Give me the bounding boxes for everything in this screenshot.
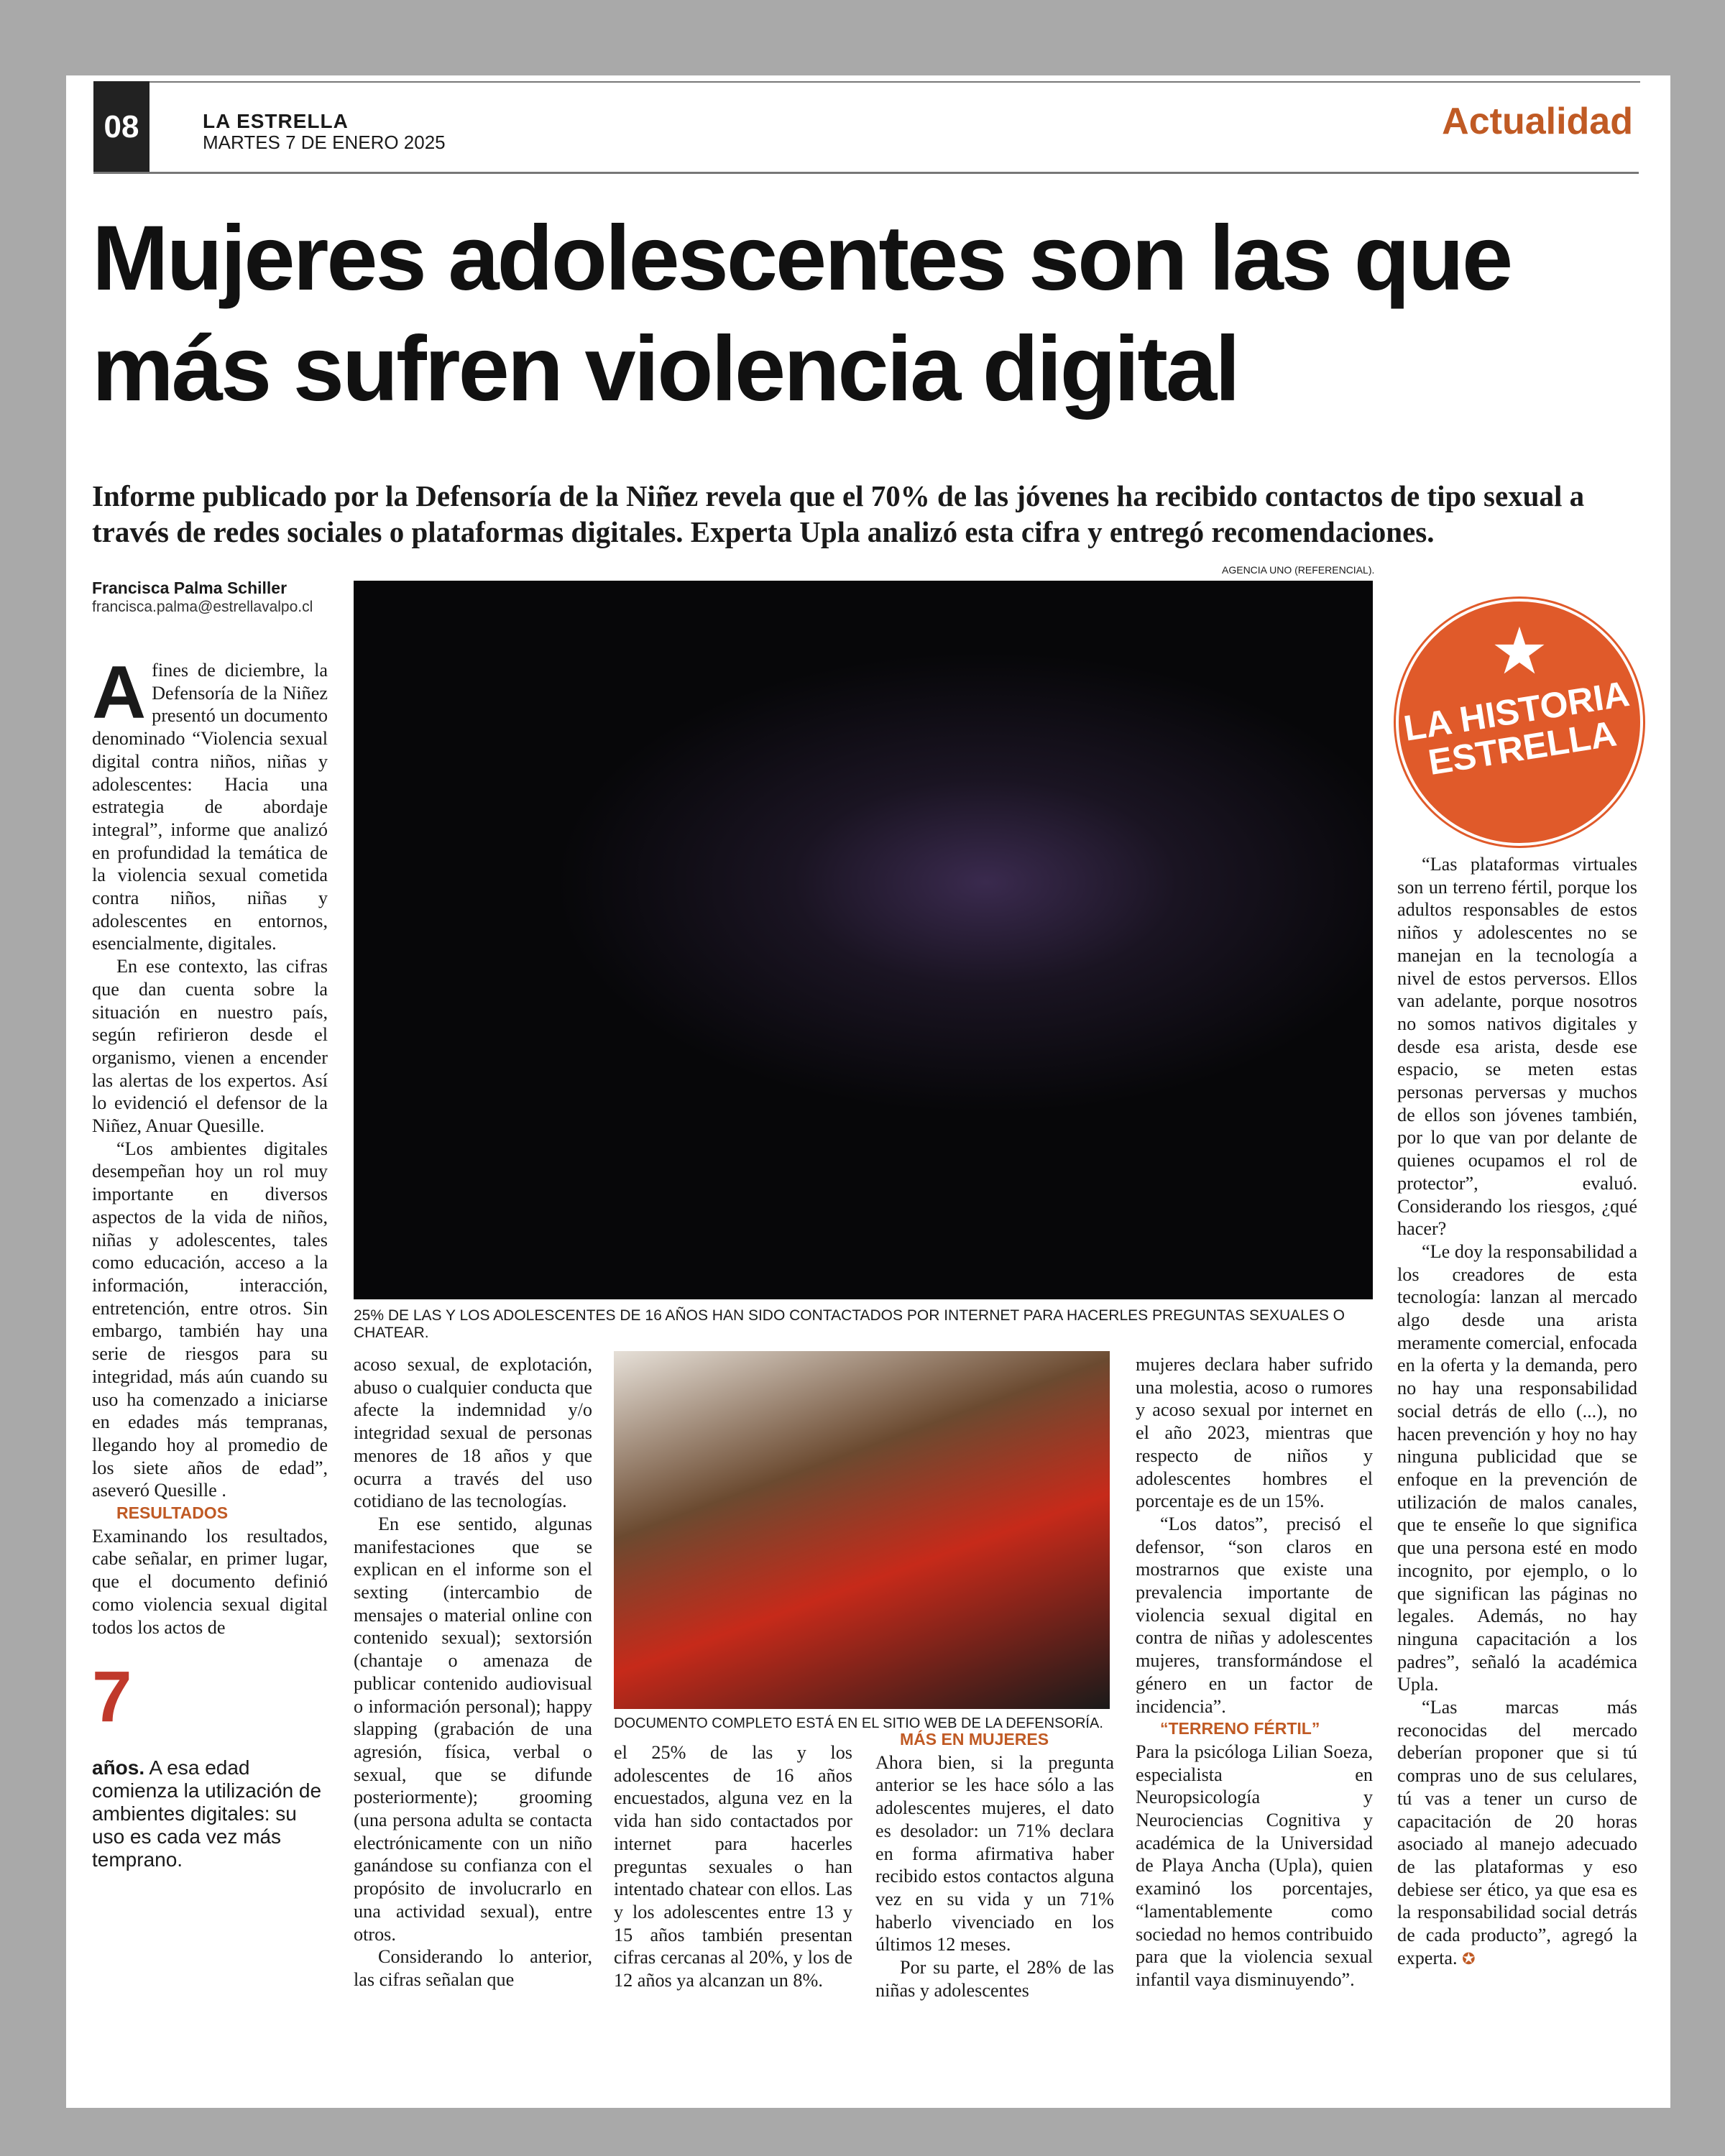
subhead-mas-en-mujeres: MÁS EN MUJERES [900,1730,1049,1749]
author-email: francisca.palma@estrellavalpo.cl [92,599,313,615]
story-badge [1396,599,1643,846]
dark-phone-photo [354,581,1373,1299]
paragraph: Examinando los resultados, cabe señalar, en primer lugar, que el documento definió como violencia sexual digital todos los actos de [92,1525,328,1638]
paragraph: En ese sentido, algunas manifestaciones que se explican en el informe son el sexting (intercambio de mensajes o material online con contenido sexual); sextorsión (chantaje o amenaza de publicar contenido audiovisual o información personal); happy slapping (grabación de una agresión, física, verbal o sexual, que se difunde posteriormente); grooming (una persona adulta se contacta electrónicamente con un niño ganándose su confianza con el propósito de involucrarlo en una actividad sexual), entre otros. [354,1513,592,1945]
author-name: Francisca Palma Schiller [92,579,288,597]
paragraph: fines de diciembre, la Defensoría de la Niñez presentó un documento denominado “Violencia sexual digital contra niños, niñas y adolescentes: Hacia una estrategia de abordaje integral”, informe que analizó en profundidad la temática de la violencia sexual cometida contra niños, niñas y adolescentes en entornos, esencialmente, digitales. [92,660,328,954]
column-6 [1397,853,1637,1971]
page-number: 08 [93,81,150,173]
column-4 [875,1728,1114,2001]
deck: Informe publicado por la Defensoría de la Niñez revela que el 70% de las jóvenes ha recibido contactos de tipo sexual a través de redes sociales o plataformas digitales. Experta Upla analizó esta cifra y entregó recomendaciones. [92,479,1585,548]
star-icon: ★ [1490,617,1549,688]
paragraph: Considerando lo anterior, las cifras señalan que [354,1946,592,1990]
paragraph: “Los ambientes digitales desempeñan hoy un rol muy importante en diversos aspectos de la vida de niños, niñas y adolescentes, tales como educación, acceso a la información, interacción, entretención, entre otros. Sin embargo, también hay una serie de riesgos para su integridad, más aún cuando su uso ha comenzado a iniciarse en edades más tempranas, llegando hoy al promedio de los siete años de edad”, aseveró Quesille . [92,1138,328,1501]
badge-text: LA HISTORIA ESTRELLA [1401,673,1632,783]
headline: Mujeres adolescentes son las que más sufren violencia digital [92,207,1512,420]
paragraph: Por su parte, el 28% de las niñas y adolescentes [875,1957,1114,2001]
main-photo-caption: 25% DE LAS Y LOS ADOLESCENTES DE 16 AÑOS HAN SIDO CONTACTADOS POR INTERNET PARA HACERLES PREGUNTAS SEXUALES O CHATEAR. [354,1307,1346,1341]
end-mark-icon: ✪ [1462,1950,1476,1968]
paragraph: En ese contexto, las cifras que dan cuenta sobre la situación en nuestro país, según refirieron desde el organismo, vienen a encender las alertas de los expertos. Así lo evidenció el defensor de la Niñez, Anuar Quesille. [92,956,328,1137]
paragraph: Ahora bien, si la pregunta anterior se les hace sólo a las adolescentes mujeres, el dato es desolador: un 71% declara en forma afirmativa haber recibido estos contactos alguna vez en su vida y un 71% haberlo vivenciado en los últimos 12 meses. [875,1751,1114,1955]
paragraph: “Las plataformas virtuales son un terreno fértil, porque los adultos responsables de estos niños y adolescentes no se manejan en la tecnología a nivel de estos perversos. Ellos van adelante, porque nosotros no somos nativos digitales y desde esa arista, desde ese espacio, se meten estas personas perversas y muchos de ellos son jóvenes también, por lo que van por delante de quienes ocupamos el rol de protector”, evaluó. Considerando los riesgos, ¿qué hacer? [1397,854,1637,1240]
header-rule [93,172,1639,174]
column-2 [354,1353,592,1991]
paragraph: “Le doy la responsabilidad a los creadores de esta tecnología: lanzan al mercado algo desde una arista meramente comercial, enfocada en la oferta y la demanda, pero no hay una responsabilidad social detrás de ello (...), no hacen prevención y hoy no hay ninguna publicidad que se enfoque en la prevención de utilización de malos canales, que te enseñe lo que significa que una persona esté en modo incognito, por ejemplo, o lo que significan las páginas no legales. Además, no hay ninguna capacitación a los padres”, señaló la académica Upla. [1397,1240,1637,1695]
drop-cap: A [92,651,147,734]
subhead-resultados: RESULTADOS [116,1503,229,1523]
newspaper-name: LA ESTRELLA [203,110,349,132]
issue-date: MARTES 7 DE ENERO 2025 [203,132,446,153]
column-3 [614,1741,852,1992]
paragraph: “Los datos”, precisó el defensor, “son claros en mostrarnos que existe una prevalencia importante de violencia sexual digital en contra de niñas y adolescentes mujeres, transformándose el género en un factor de incidencia”. [1136,1513,1373,1717]
paragraph: el 25% de las y los adolescentes de 16 años encuestados, alguna vez en la vida han sido contactados por internet para hacerles preguntas sexuales o han intentado chatear con ellos. Las y los adolescentes entre 13 y 15 años también presentan cifras cercanas al 20%, y los de 12 años ya alcanzan un 8%. [614,1742,852,1991]
paragraph: mujeres declara haber sufrido una molestia, acoso o rumores y acoso sexual por internet en el año 2023, mientras que respecto de niños y adolescentes hombres el porcentaje es de un 15%. [1136,1354,1373,1512]
top-rule [95,81,1640,83]
subhead-terreno-fertil: “TERRENO FÉRTIL” [1160,1719,1320,1738]
paragraph: Para la psicóloga Lilian Soeza, especialista en Neuropsicología y Neurociencias Cognitiva y académica de la Universidad de Playa Ancha (Upla), quien examinó los porcentajes, “lamentablemente como sociedad no hemos contribuido para que la violencia sexual infantil vaya disminuyendo”. [1136,1741,1373,1990]
paragraph: acoso sexual, de explotación, abuso o cualquier conducta que afecte la indemnidad y/o integridad sexual de personas menores de 18 años y que ocurra a través del uso cotidiano de las tecnologías. [354,1354,592,1512]
column-5 [1136,1353,1373,1991]
fact-text: años. A esa edad comienza la utilización de ambientes digitales: su uso es cada vez más temprano. [92,1756,322,1871]
fact-number: 7 [92,1657,132,1738]
column-1 [92,651,328,1871]
photo-credit: AGENCIA UNO (REFERENCIAL). [1222,564,1375,576]
section-label: Actualidad [1442,101,1633,142]
lego-bricks-photo [614,1351,1110,1709]
newspaper-page [66,75,1670,2108]
paragraph: “Las marcas más reconocidas del mercado deberían proponer que si tú compras uno de sus celulares, tú vas a tener un curso de capacitación de 20 horas asociado al manejo adecuado de las plataformas y eso debiese ser ético, ya que esa es la responsabilidad social detrás de cada producto”, agregó la experta. ✪ [1397,1697,1637,1968]
second-photo-caption: DOCUMENTO COMPLETO ESTÁ EN EL SITIO WEB DE LA DEFENSORÍA. [614,1715,1103,1731]
